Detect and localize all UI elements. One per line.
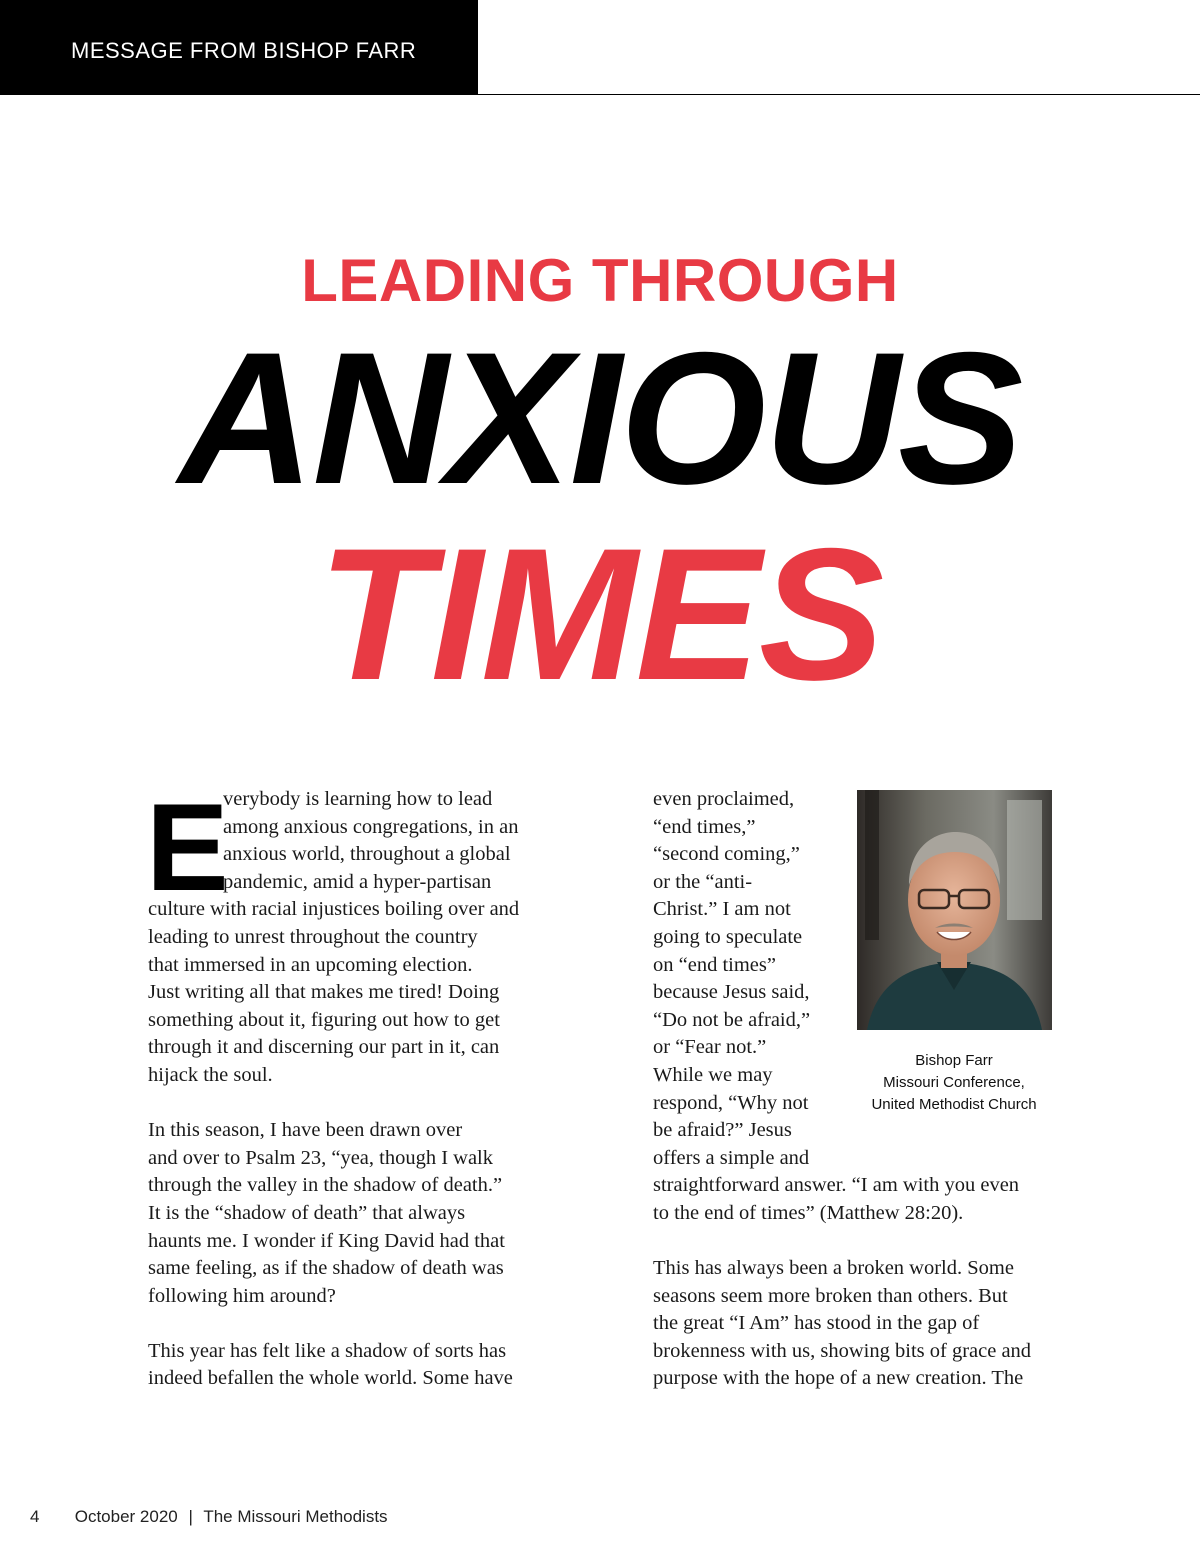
paragraph-gap bbox=[148, 1090, 548, 1118]
text-line: “end times,” bbox=[653, 815, 756, 838]
text-line: “second coming,” bbox=[653, 843, 800, 866]
text-line: same feeling, as if the shadow of death was bbox=[148, 1257, 504, 1280]
footer-separator: | bbox=[188, 1507, 193, 1526]
text-line: brokenness with us, showing bits of grace and bbox=[653, 1339, 1032, 1362]
text-line: leading to unrest throughout the country bbox=[148, 925, 478, 948]
text-line: hijack the soul. bbox=[148, 1063, 273, 1086]
text-line: something about it, figuring out how to get bbox=[148, 1008, 500, 1031]
issue-date: October 2020 bbox=[74, 1507, 178, 1526]
text-line: pandemic, amid a hyper-partisan bbox=[223, 870, 492, 893]
paragraph-2 bbox=[148, 1117, 548, 1310]
text-line: going to speculate bbox=[653, 925, 803, 948]
text-line: through it and discerning our part in it, can bbox=[148, 1036, 500, 1059]
text-line: respond, “Why not bbox=[653, 1091, 809, 1114]
caption-name: Bishop Farr bbox=[915, 1052, 993, 1069]
text-line: verybody is learning how to lead bbox=[223, 788, 493, 810]
section-label: MESSAGE FROM BISHOP FARR bbox=[71, 38, 417, 63]
text-line: anxious world, throughout a global bbox=[223, 843, 511, 866]
text-line: culture with racial injustices boiling over and bbox=[148, 898, 520, 921]
text-line: “Do not be afraid,” bbox=[653, 1008, 811, 1031]
text-line: In this season, I have been drawn over bbox=[148, 1119, 463, 1142]
text-line: It is the “shadow of death” that always bbox=[148, 1201, 466, 1224]
text-line: haunts me. I wonder if King David had that bbox=[148, 1229, 505, 1252]
page-number: 4 bbox=[30, 1507, 40, 1526]
title-leading-through: LEADING THROUGH bbox=[301, 247, 899, 314]
bishop-portrait-photo bbox=[857, 790, 1052, 1030]
section-header-band bbox=[0, 0, 478, 95]
text-line: seasons seem more broken than others. But bbox=[653, 1284, 1008, 1307]
text-line: the great “I Am” has stood in the gap of bbox=[653, 1312, 980, 1335]
portrait-illustration bbox=[857, 790, 1052, 1030]
text-line: straightforward answer. “I am with you even bbox=[653, 1174, 1020, 1197]
text-line: purpose with the hope of a new creation. The bbox=[653, 1367, 1024, 1390]
drop-cap: E bbox=[146, 779, 229, 917]
text-line: While we may bbox=[653, 1063, 773, 1086]
text-line: indeed befallen the whole world. Some have bbox=[148, 1367, 513, 1390]
paragraph-1 bbox=[146, 779, 548, 1090]
text-line: offers a simple and bbox=[653, 1146, 810, 1169]
text-line: through the valley in the shadow of death.” bbox=[148, 1174, 503, 1197]
text-line: among anxious congregations, in an bbox=[223, 815, 519, 838]
article-left-column bbox=[146, 779, 548, 1393]
publication-name: The Missouri Methodists bbox=[203, 1507, 388, 1526]
text-line: Just writing all that makes me tired! Doing bbox=[148, 981, 500, 1004]
paragraph-gap bbox=[653, 1228, 1053, 1256]
text-line: and over to Psalm 23, “yea, though I walk bbox=[148, 1146, 494, 1169]
text-line: even proclaimed, bbox=[653, 788, 795, 810]
title-times: TIMES bbox=[317, 509, 883, 719]
text-line: or the “anti- bbox=[653, 870, 753, 893]
caption-organization-line1: Missouri Conference, bbox=[883, 1074, 1025, 1091]
text-line: because Jesus said, bbox=[653, 981, 810, 1004]
text-line: This year has felt like a shadow of sorts has bbox=[148, 1339, 507, 1362]
text-line: This has always been a broken world. Some bbox=[653, 1257, 1014, 1280]
text-line: Christ.” I am not bbox=[653, 898, 791, 921]
text-line: that immersed in an upcoming election. bbox=[148, 953, 473, 976]
header-rule bbox=[478, 94, 1200, 95]
photo-caption bbox=[850, 1050, 1058, 1116]
paragraph-gap bbox=[148, 1310, 548, 1338]
text-line: to the end of times” (Matthew 28:20). bbox=[653, 1201, 964, 1224]
title-anxious: ANXIOUS bbox=[178, 313, 1022, 523]
caption-organization-line2: United Methodist Church bbox=[871, 1096, 1037, 1113]
paragraph-3 bbox=[148, 1338, 548, 1393]
text-line: following him around? bbox=[148, 1284, 336, 1307]
page-footer bbox=[30, 1507, 388, 1527]
text-line: or “Fear not.” bbox=[653, 1036, 767, 1059]
text-line: on “end times” bbox=[653, 953, 776, 976]
text-line: be afraid?” Jesus bbox=[653, 1119, 792, 1142]
paragraph-5 bbox=[653, 1255, 1053, 1393]
